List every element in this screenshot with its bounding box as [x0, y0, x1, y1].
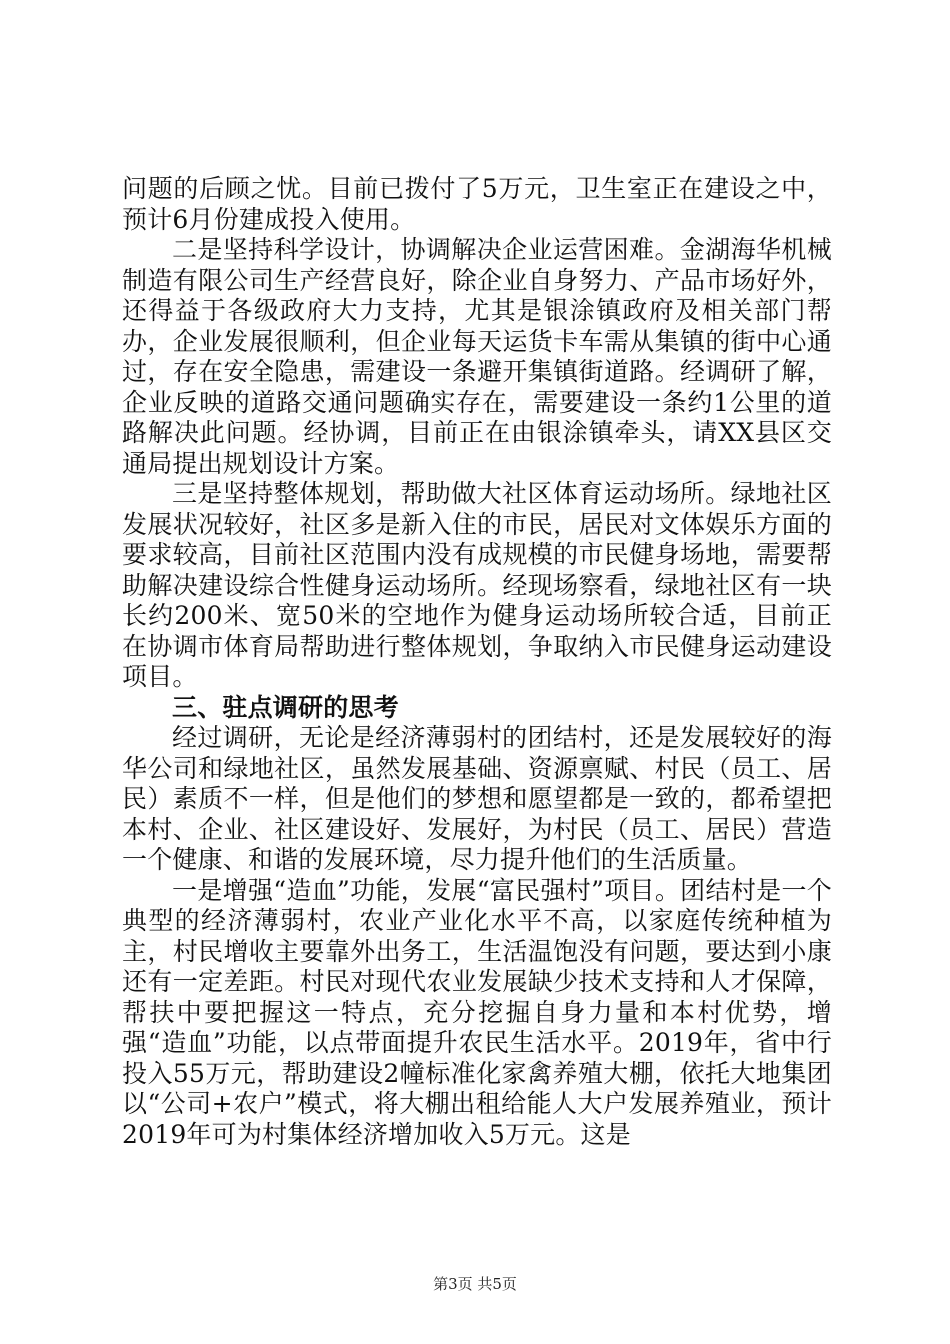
paragraph-blood-making: 一是增强“造血”功能，发展“富民强村”项目。团结村是一个典型的经济薄弱村，农业产业化水平不高，以家庭传统种植为主，村民增收主要靠外出务工，生活温饱没有问题，要达到小康还有一定差距。村民对现代农业发展缺少技术支持和人才保障，帮扶中要把握这一特点，充分挖掘自身力量和本村优势，增强“造血”功能，以点带面提升农民生活水平。2019年，省中行投入55万元，帮助建设2幢标准化家禽养殖大棚，依托大地集团以“公司+农户”模式，将大棚出租给能人大户发展养殖业，预计2019年可为村集体经济增加收入5万元。这是 [122, 875, 832, 1149]
paragraph-community-sports: 三是坚持整体规划，帮助做大社区体育运动场所。绿地社区发展状况较好，社区多是新入住的市民，居民对文体娱乐方面的要求较高，目前社区范围内没有成规模的市民健身场地，需要帮助解决建设综合性健身运动场所。经现场察看，绿地社区有一块长约200米、宽50米的空地作为健身运动场所较合适，目前正在协调市体育局帮助进行整体规划，争取纳入市民健身运动建设项目。 [122, 479, 832, 691]
paragraph-enterprise-support: 二是坚持科学设计，协调解决企业运营困难。金湖海华机械制造有限公司生产经营良好，除企业自身努力、产品市场好外，还得益于各级政府大力支持，尤其是银涂镇政府及相关部门帮办，企业发展很顺利，但企业每天运货卡车需从集镇的街中心通过，存在安全隐患，需建设一条避开集镇街道路。经调研了解，企业反映的道路交通问题确实存在，需要建设一条约1公里的道路解决此问题。经协调，目前正在由银涂镇牵头，请XX县区交通局提出规划设计方案。 [122, 235, 832, 478]
section-heading: 三、驻点调研的思考 [172, 692, 399, 722]
page-number-footer: 第3页 共5页 [433, 1275, 517, 1293]
paragraph-research-summary: 经过调研，无论是经济薄弱村的团结村，还是发展较好的海华公司和绿地社区，虽然发展基础、资源禀赋、村民（员工、居民）素质不一样，但是他们的梦想和愿望都是一致的，都希望把本村、企业、社区建设好、发展好，为村民（员工、居民）营造一个健康、和谐的发展环境，尽力提升他们的生活质量。 [122, 723, 832, 874]
paragraph-continued: 问题的后顾之忧。目前已拨付了5万元，卫生室正在建设之中，预计6月份建成投入使用。 [122, 174, 832, 234]
document-body [122, 174, 832, 1150]
